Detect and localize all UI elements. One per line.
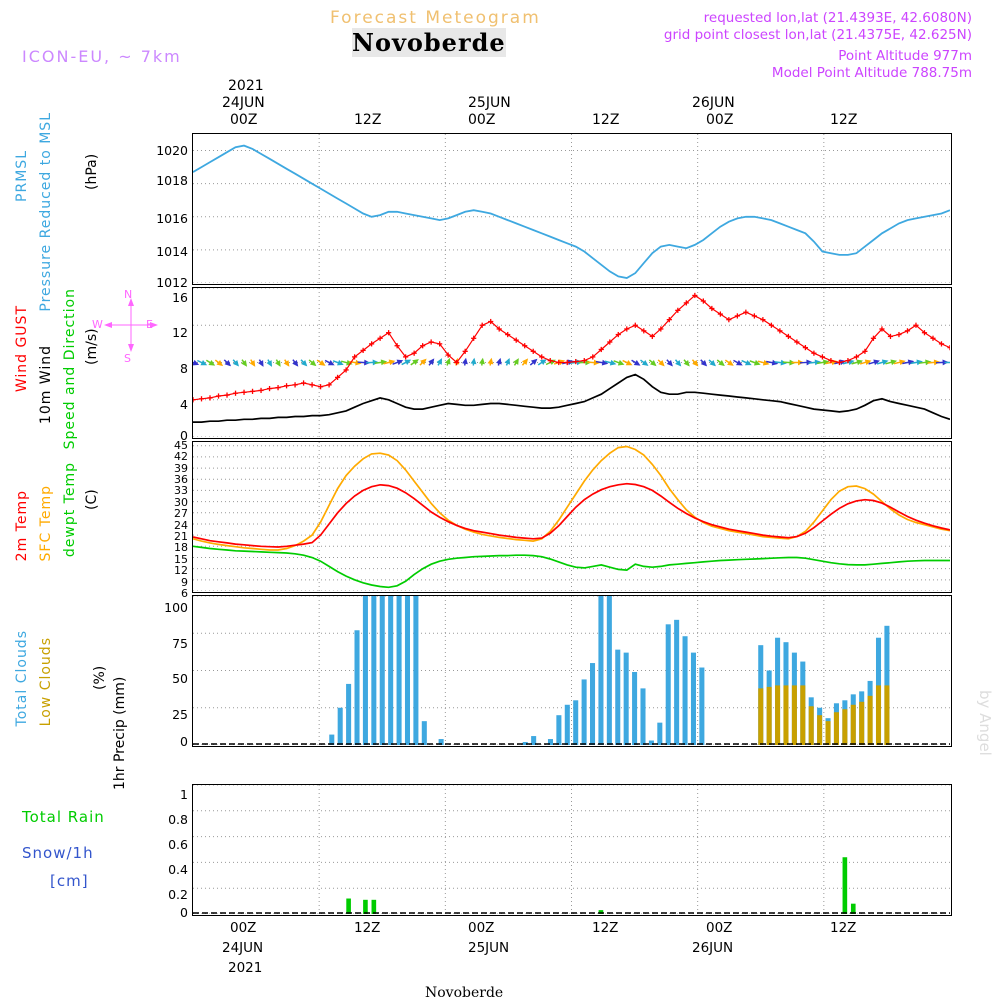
label-cloud-unit: (%)	[92, 666, 108, 690]
gridpoint-coords: grid point closest lon,lat (21.4375E, 42.625N)	[664, 27, 972, 43]
tick-temp-30: 30	[150, 496, 188, 509]
forecast-title: Forecast Meteogram	[330, 8, 541, 28]
bottom-axis-day-1: 25JUN	[468, 940, 509, 956]
compass-east-label: E	[146, 318, 153, 331]
panel-prmsl	[192, 133, 952, 285]
tick-prmsl-1014: 1014	[140, 244, 188, 259]
top-axis-hour-3: 12Z	[592, 112, 619, 128]
tick-precip-10: 1	[140, 787, 188, 802]
label-low-clouds: Low Clouds	[38, 637, 54, 726]
label-total-rain: Total Rain	[22, 808, 105, 826]
model-label: ICON-EU, ~ 7km	[22, 47, 182, 66]
bottom-axis-hour-4: 00Z	[706, 920, 732, 936]
label-snow-unit: [cm]	[50, 872, 89, 890]
top-axis-hour-5: 12Z	[830, 112, 857, 128]
label-prmsl-long: Pressure Reduced to MSL	[38, 112, 54, 312]
panel-temperature	[192, 441, 952, 593]
label-precip-unit: 1hr Precip (mm)	[112, 677, 128, 790]
model-point-altitude: Model Point Altitude 788.75m	[772, 65, 972, 81]
bottom-axis-hour-0: 00Z	[230, 920, 256, 936]
tick-temp-42: 42	[150, 450, 188, 463]
tick-cloud-25: 25	[140, 707, 188, 722]
top-axis-hour-2: 00Z	[468, 112, 495, 128]
top-axis-hour-1: 12Z	[354, 112, 381, 128]
panel-clouds	[192, 595, 952, 747]
requested-coords: requested lon,lat (21.4393E, 42.6080N)	[704, 10, 972, 26]
tick-cloud-50: 50	[140, 671, 188, 686]
tick-prmsl-1012: 1012	[140, 275, 188, 290]
tick-wind-4: 4	[140, 397, 188, 412]
tick-wind-12: 12	[140, 325, 188, 340]
label-prmsl-unit: (hPa)	[84, 154, 100, 190]
top-axis-hour-4: 00Z	[706, 112, 733, 128]
bottom-caption: Novoberde	[425, 985, 503, 1001]
tick-temp-39: 39	[150, 462, 188, 475]
page-title	[352, 28, 506, 57]
tick-wind-8: 8	[140, 361, 188, 376]
compass-south-label: S	[124, 352, 131, 365]
label-2m-temp: 2m Temp	[14, 490, 30, 561]
label-temp-unit: (C)	[84, 489, 100, 510]
top-axis-day-1: 25JUN	[468, 95, 511, 111]
label-prmsl: PRMSL	[14, 150, 30, 202]
tick-precip-04: 0.4	[140, 862, 188, 877]
tick-cloud-75: 75	[140, 636, 188, 651]
top-axis-hour-0: 00Z	[230, 112, 257, 128]
tick-temp-45: 45	[150, 439, 188, 452]
label-total-clouds: Total Clouds	[14, 630, 30, 726]
tick-wind-0: 0	[140, 428, 188, 443]
compass-west-label: W	[92, 318, 103, 331]
tick-precip-00: 0	[140, 905, 188, 920]
tick-prmsl-1020: 1020	[140, 143, 188, 158]
bottom-axis-year: 2021	[228, 960, 262, 976]
tick-temp-15: 15	[150, 553, 188, 566]
label-snow: Snow/1h	[22, 844, 94, 862]
tick-temp-36: 36	[150, 473, 188, 486]
panel-wind	[192, 287, 952, 439]
tick-temp-21: 21	[150, 530, 188, 543]
compass-north-label: N	[124, 288, 132, 301]
top-axis-day-2: 26JUN	[692, 95, 735, 111]
bottom-axis-hour-3: 12Z	[592, 920, 618, 936]
tick-temp-27: 27	[150, 507, 188, 520]
top-axis-day-0: 24JUN	[222, 95, 265, 111]
tick-precip-06: 0.6	[140, 837, 188, 852]
tick-cloud-0: 0	[140, 734, 188, 749]
bottom-axis-hour-1: 12Z	[354, 920, 380, 936]
station-name: Novoberde	[352, 28, 506, 57]
bottom-axis-day-0: 24JUN	[222, 940, 263, 956]
label-wind-gust: Wind GUST	[14, 305, 30, 392]
bottom-axis-day-2: 26JUN	[692, 940, 733, 956]
tick-precip-02: 0.2	[140, 887, 188, 902]
top-axis-year: 2021	[228, 78, 264, 94]
tick-cloud-100: 100	[140, 600, 188, 615]
tick-temp-6: 6	[150, 587, 188, 600]
point-altitude: Point Altitude 977m	[838, 48, 972, 64]
tick-temp-12: 12	[150, 564, 188, 577]
label-speed-direction: Speed and Direction	[62, 288, 78, 449]
tick-wind-16: 16	[140, 290, 188, 305]
watermark: by Angel	[976, 690, 994, 756]
bottom-axis-hour-2: 00Z	[468, 920, 494, 936]
label-wind-10m: 10m Wind	[38, 345, 54, 424]
bottom-axis-hour-5: 12Z	[830, 920, 856, 936]
tick-temp-18: 18	[150, 541, 188, 554]
tick-prmsl-1016: 1016	[140, 211, 188, 226]
tick-temp-33: 33	[150, 484, 188, 497]
label-sfc-temp: SFC Temp	[38, 485, 54, 561]
label-wind-unit: (m/s)	[84, 328, 100, 365]
label-dewpt-temp: dewpt Temp	[62, 462, 78, 557]
tick-prmsl-1018: 1018	[140, 173, 188, 188]
panel-precip	[192, 784, 952, 916]
tick-precip-08: 0.8	[140, 812, 188, 827]
tick-temp-24: 24	[150, 519, 188, 532]
tick-temp-9: 9	[150, 576, 188, 589]
